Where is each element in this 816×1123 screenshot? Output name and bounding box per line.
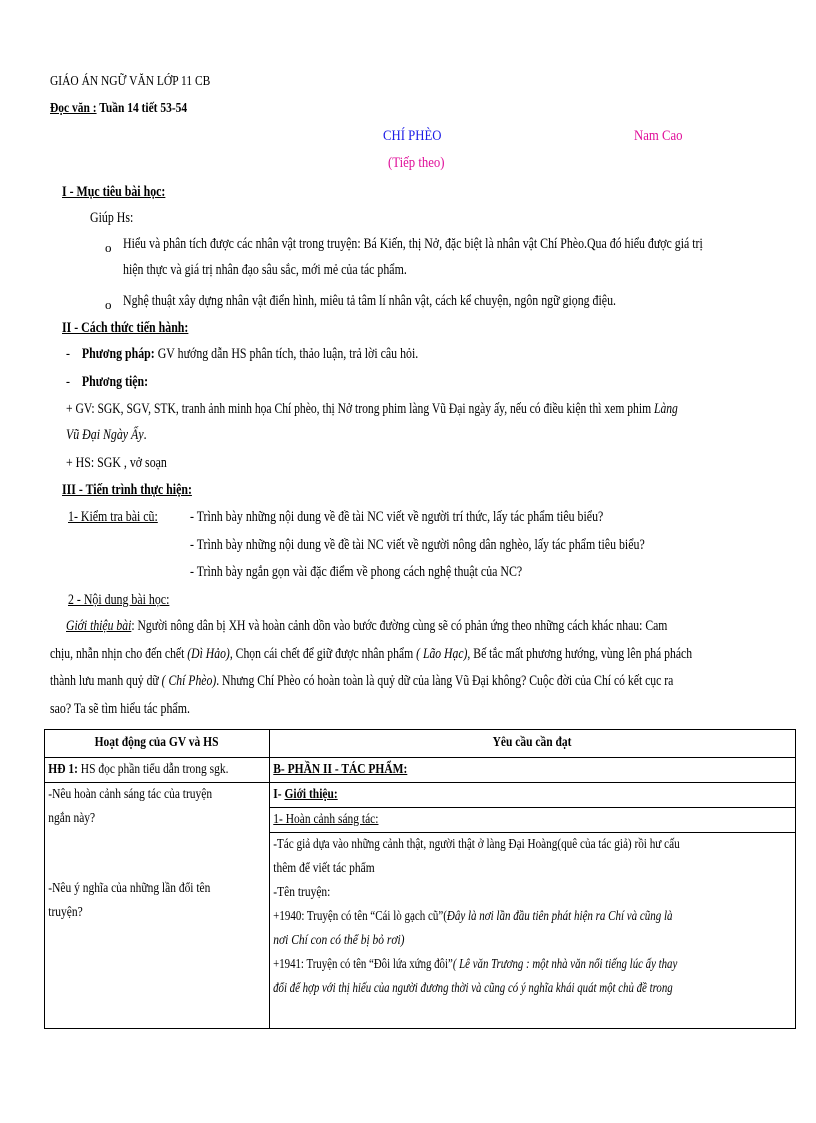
dash-marker: - [66,374,70,390]
period-mark: . [143,427,147,443]
question-context-line2: ngắn này? [48,811,96,826]
requirements-header-text: Yêu cầu cần đạt [493,735,572,750]
intro-text-1: : Người nông dân bị XH và hoàn cảnh dồn vào bước đường cùng sẽ có phản ứng theo những cách khác nhau: Cam [131,618,668,634]
intro-text-3c: . Nhưng Chí Phèo có hoàn toàn là quỷ dữ của làng Vũ Đại không? Cuộc đời của Chí có kết cục ra [216,673,674,689]
activities-header-text: Hoạt động của GV và HS [94,735,219,750]
part-two-heading: B- PHẦN II - TÁC PHẨM: [272,762,408,777]
lesson-title: CHÍ PHÈO [383,128,442,144]
reading-week-line [50,101,187,117]
context-heading: 1- Hoàn cảnh sáng tác: [272,812,379,827]
question-name-line2: truyện? [48,905,83,920]
objective-1-line2: hiện thực và giá trị nhân đạo sâu sắc, mới mẻ của tác phẩm. [123,262,407,278]
means-line [66,374,148,391]
example-chi-pheo: ( Chí Phèo) [161,673,217,689]
name-1941-text: +1941: Truyện có tên “Đôi lứa xứng đôi” [272,957,453,972]
objectives-intro: Giúp Hs: [90,210,134,226]
name-1940-line1 [270,905,683,929]
dash-marker: - [66,346,70,362]
film-title-start: Làng [654,401,678,417]
lesson-content-label: 2 - Nội dung bài học: [68,592,170,608]
context-line2: thêm để viết tác phẩm [272,861,375,876]
name-1941-line2: đổi để hợp với thị hiếu của người đương thời và cũng có ý nghĩa khái quát một chủ đề trong [272,981,673,996]
intro-para-line2 [50,646,692,663]
gv-means-line2 [66,427,147,444]
method-line [66,346,418,363]
gv-means-text: + GV: SGK, SGV, STK, tranh ảnh minh họa Chí phèo, thị Nở trong phim làng Vũ Đại ngày ấy, nếu có điều kiện thì xem phim [66,401,654,417]
objective-1-line1: Hiểu và phân tích được các nhân vật trong truyện: Bá Kiến, thị Nở, đặc biệt là nhân vật Chí Phèo.Qua đó hiểu được giá trị [123,236,703,252]
intro-para-line4: sao? Ta sẽ tìm hiểu tác phẩm. [50,701,190,717]
intro-text-2a: chịu, nhẫn nhịn cho đến chết [50,646,188,662]
name-1940-line2: nơi Chí con có thể bị bỏ rơi) [272,933,405,948]
example-di-hao: (Dì Hảo) [187,646,230,662]
document-header: GIÁO ÁN NGỮ VĂN LỚP 11 CB [50,74,211,89]
lesson-subtitle: (Tiếp theo) [388,155,445,171]
col-header-requirements [269,730,796,758]
name-1941-line1 [270,953,677,977]
hs-means-line: + HS: SGK , vở soạn [66,455,167,471]
section-process-heading: III - Tiến trình thực hiện: [62,482,192,498]
intro-text-2c: , Chọn cái chết để giữ được nhân phẩm [229,646,417,662]
gv-means-line1 [66,401,678,418]
intro-para-line3 [50,673,673,690]
table-body-row [45,758,796,1029]
name-1940-note: Đây là nơi lần đầu tiên phát hiện ra Chí và cũng là [446,909,673,924]
intro-text-2e: , Bế tắc mất phương hướng, vùng lên phá phách [467,646,693,662]
intro-label: Giới thiệu bài [66,618,132,634]
week-text: Tuần 14 tiết [96,101,161,116]
question-context-line1: -Nêu hoàn cảnh sáng tác của truyện [48,787,213,802]
hd1-text: HS đọc phần tiểu dẫn trong sgk. [77,762,229,777]
reading-label: Đọc văn : [50,101,97,116]
context-line1: -Tác giả dựa vào những cảnh thật, người thật ở làng Đại Hoàng(quê của tác giả) rồi hư cấu [272,837,680,852]
name-heading: -Tên truyện: [272,885,331,900]
method-text: GV hướng dẫn HS phân tích, thảo luận, trả lời câu hỏi. [154,346,419,362]
period-number: 53-54 [160,101,188,116]
hd1-label: HĐ 1: [48,762,78,777]
bullet-icon: o [105,240,112,255]
review-question-1: - Trình bày những nội dung về đề tài NC viết về người trí thức, lấy tác phẩm tiêu biểu? [190,509,604,525]
name-1940-text: +1940: Truyện có tên “Cái lò gạch cũ”( [272,909,447,924]
section-objectives-heading: I - Mục tiêu bài học: [62,184,166,200]
review-question-2: - Trình bày những nội dung về đề tài NC viết về người nông dân nghèo, lấy tác phẩm tiêu biểu? [190,537,645,553]
film-title-end: Vũ Đại Ngày Ấy [66,427,144,443]
activity-table [44,729,796,1029]
activities-cell [45,758,270,1029]
review-label: 1- Kiểm tra bài cũ: [68,509,158,525]
section-methods-heading: II - Cách thức tiến hành: [62,320,189,336]
objective-2: Nghệ thuật xây dựng nhân vật điển hình, miêu tả tâm lí nhân vật, cách kể chuyện, ngôn ngữ giọng điệu. [123,293,616,309]
method-label: Phương pháp: [81,346,155,362]
intro-heading-prefix: I- [272,787,285,802]
intro-heading [270,783,701,807]
activity-hd1 [45,758,228,782]
means-label: Phương tiện: [81,374,149,390]
name-1941-note: ( Lê văn Trương : một nhà văn nổi tiếng lúc ấy thay [452,957,677,972]
review-question-3: - Trình bày ngắn gọn vài đặc điểm về phong cách nghệ thuật của NC? [190,564,523,580]
intro-text-3a: thành lưu manh quỷ dữ [50,673,162,689]
question-name-line1: -Nêu ý nghĩa của những lần đổi tên [48,881,211,896]
intro-heading-text: Giới thiệu: [284,787,338,802]
intro-para-line1 [66,618,667,635]
example-lao-hac: ( Lão Hạc) [416,646,468,662]
col-header-activities [45,730,270,758]
bullet-icon: o [105,297,112,312]
author-name: Nam Cao [634,128,683,144]
requirements-cell [269,758,796,1029]
table-header-row [45,730,796,758]
